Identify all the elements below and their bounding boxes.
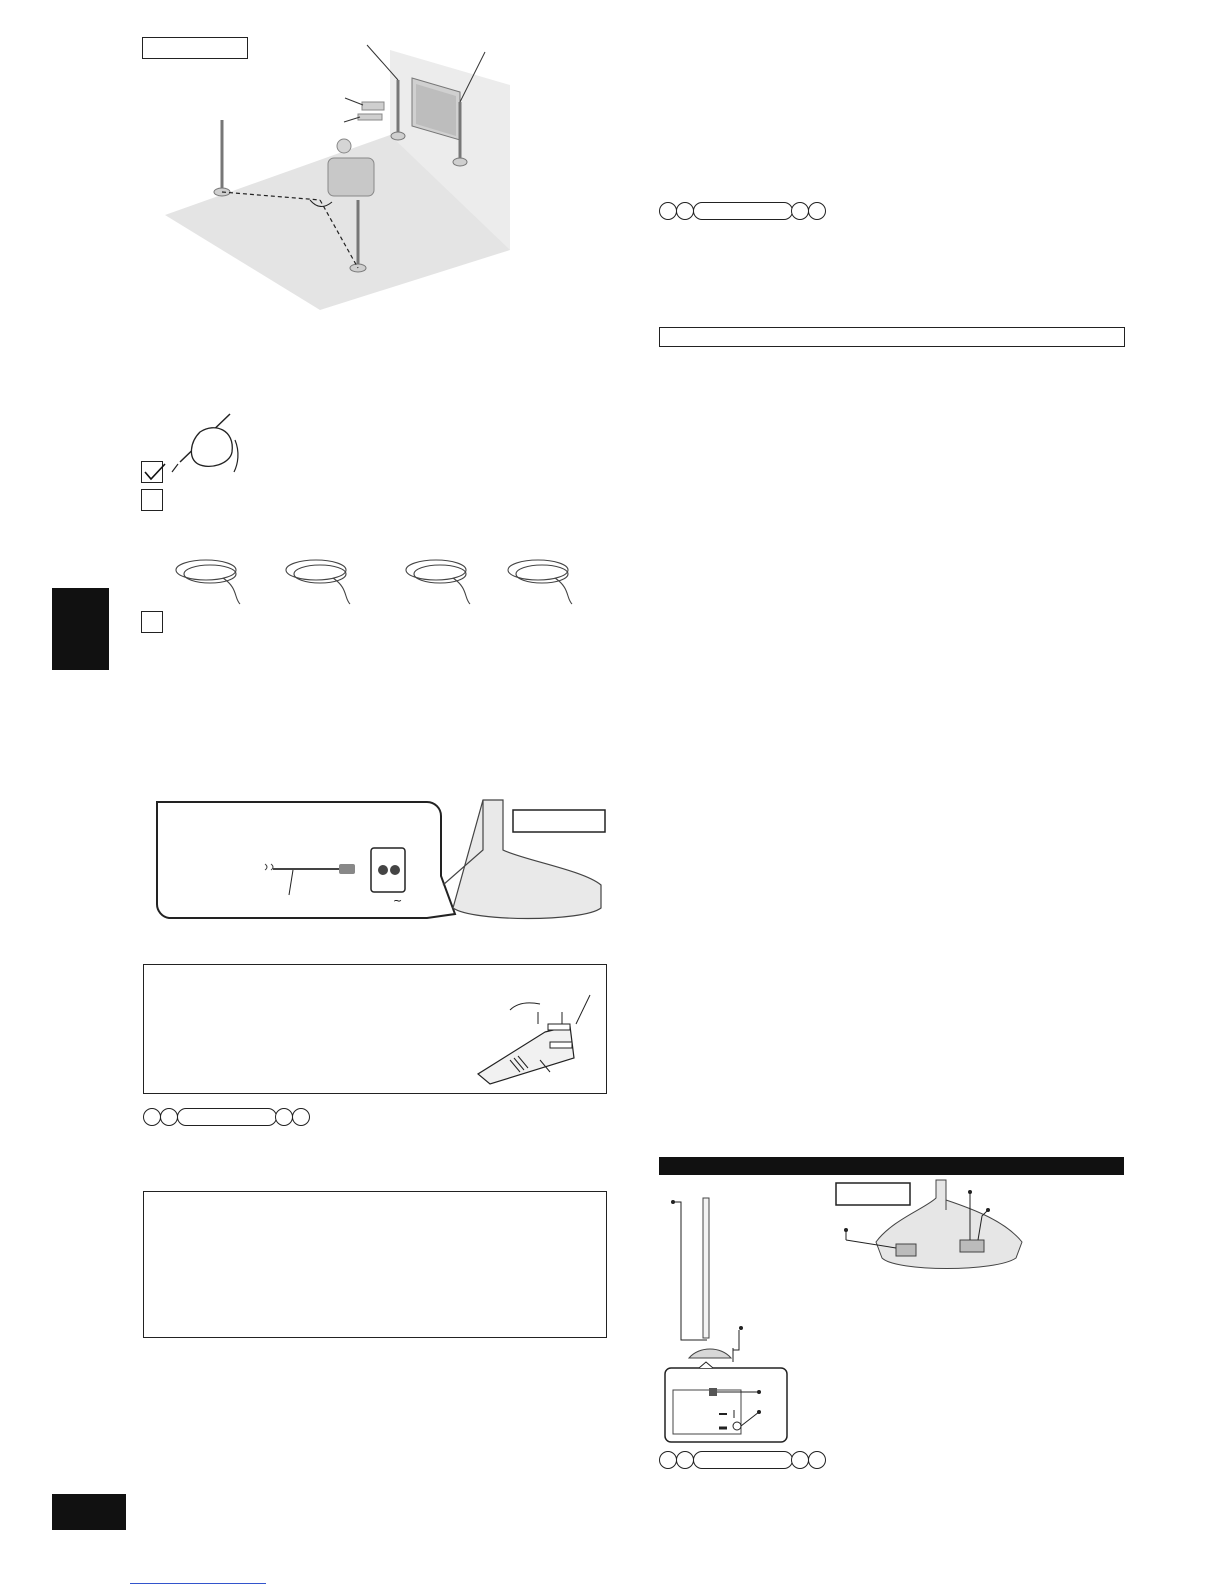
indicator-circle xyxy=(292,1108,310,1126)
indicator-circle xyxy=(659,1451,677,1469)
room-speaker-layout-illustration xyxy=(160,40,520,320)
svg-text:~: ~ xyxy=(393,894,403,907)
indicator-pill xyxy=(693,202,793,220)
page-number-block xyxy=(52,1494,126,1530)
section-header-black xyxy=(659,1157,1124,1175)
notice-box-lower-left xyxy=(143,1191,607,1338)
speaker-base-underside-illustration xyxy=(836,1180,1036,1280)
speaker-stand-parts-illustration xyxy=(659,1190,789,1450)
polarized-plug-illustration xyxy=(470,990,600,1090)
indicator-circle xyxy=(659,202,677,220)
checkmark-icon xyxy=(143,462,163,482)
indicator-circle xyxy=(275,1108,293,1126)
indicator-pill xyxy=(693,1451,793,1469)
indicator-circle xyxy=(808,202,826,220)
indicator-circle xyxy=(808,1451,826,1469)
indicator-circle xyxy=(676,1451,694,1469)
indicator-circle xyxy=(143,1108,161,1126)
checkbox-empty-1 xyxy=(141,489,163,511)
indicator-pill xyxy=(177,1108,277,1126)
indicator-circle xyxy=(676,202,694,220)
section-header-outlined xyxy=(659,327,1125,347)
indicator-circle xyxy=(160,1108,178,1126)
checkbox-empty-2 xyxy=(141,611,163,633)
ac-inlet-callout-illustration xyxy=(143,790,613,940)
hand-with-pen-illustration xyxy=(160,412,250,482)
ac-power-cords-illustration xyxy=(168,548,588,610)
model-indicator-row-1 xyxy=(143,1108,311,1126)
indicator-circle xyxy=(791,202,809,220)
indicator-circle xyxy=(791,1451,809,1469)
model-indicator-row-3 xyxy=(659,1451,827,1469)
side-section-tab xyxy=(52,588,109,670)
model-indicator-row-2 xyxy=(659,202,827,220)
